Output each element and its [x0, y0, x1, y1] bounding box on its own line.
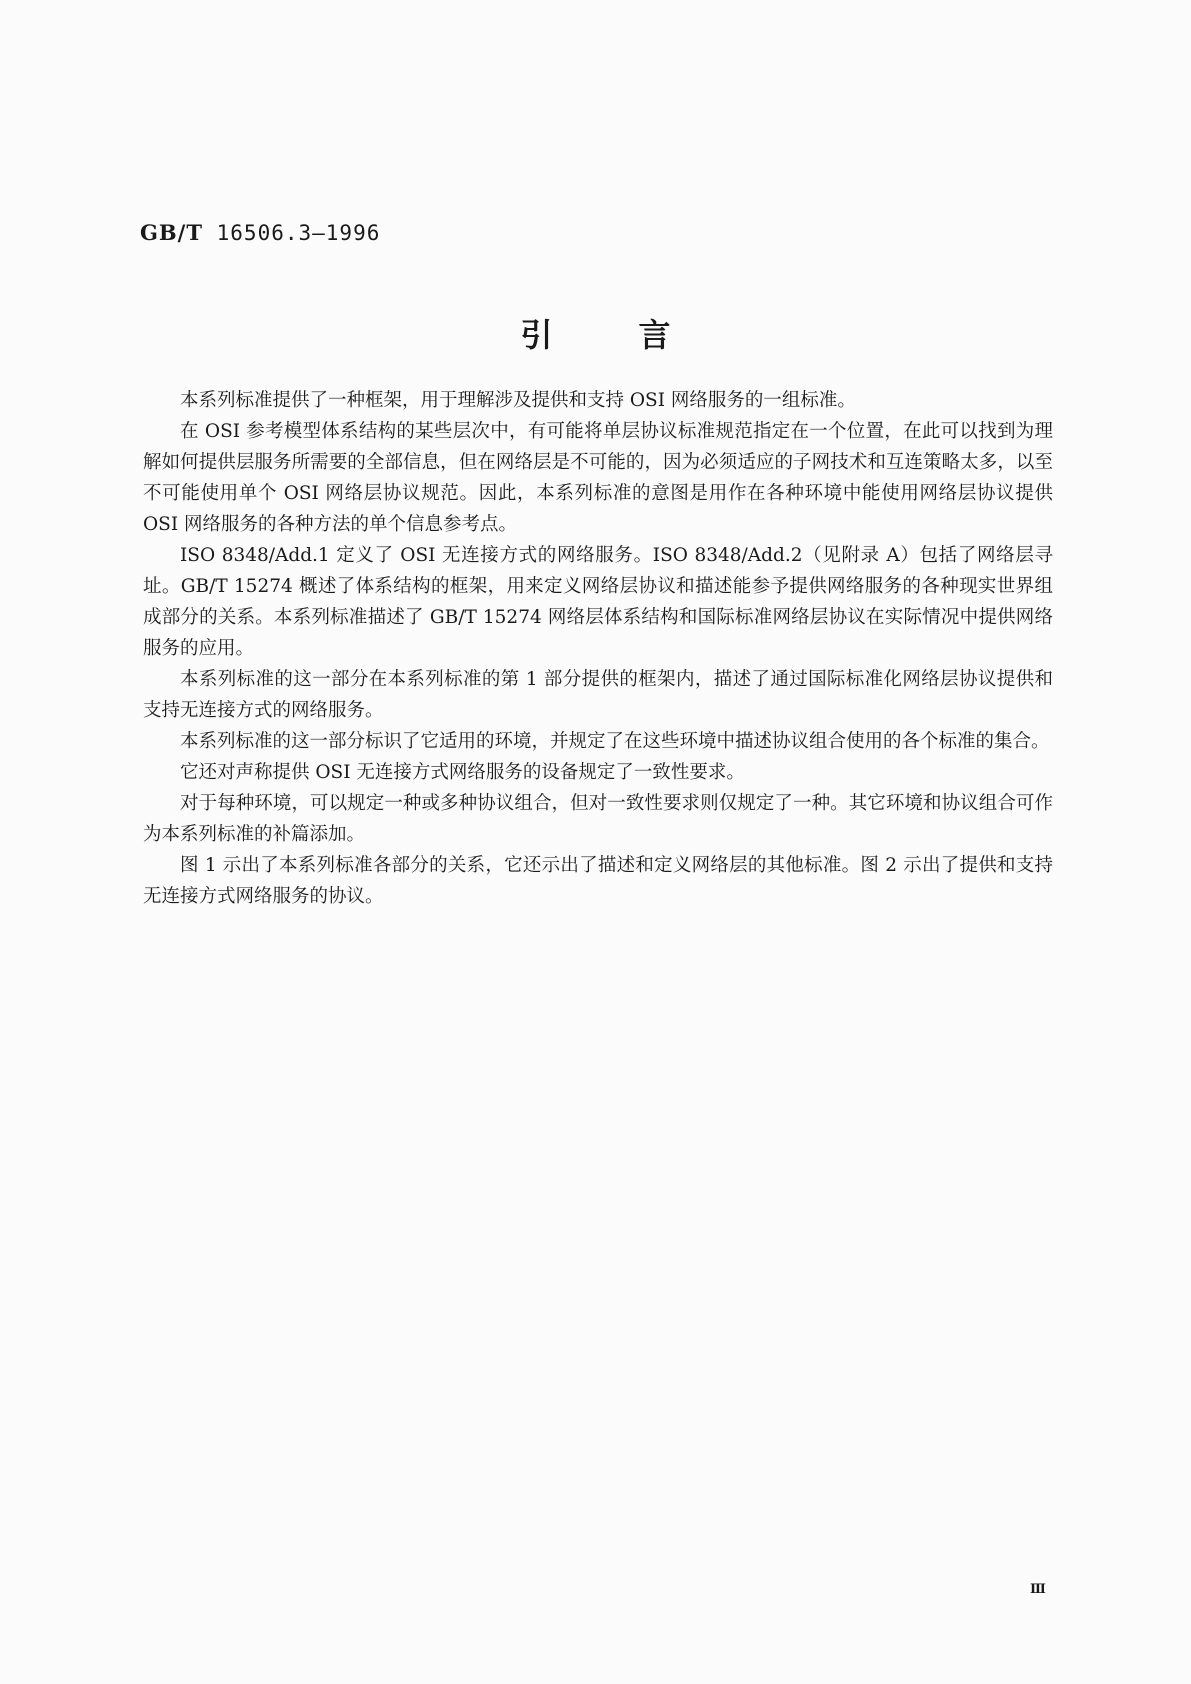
- paragraph: 在 OSI 参考模型体系结构的某些层次中，有可能将单层协议标准规范指定在一个位置，在此可以找到为理解如何提供层服务所需要的全部信息，但在网络层是不可能的，因为必须适应的子网技术和互连策略太多，以至不可能使用单个 OSI 网络层协议规范。因此，本系列标准的意图是用作在各种环境中能使用网络层协议提供 OSI 网络服务的各种方法的单个信息参考点。: [143, 421, 1053, 535]
- paragraph: 它还对声称提供 OSI 无连接方式网络服务的设备规定了一致性要求。: [180, 762, 745, 783]
- introduction-body: [143, 385, 1053, 912]
- paragraph: ISO 8348/Add.1 定义了 OSI 无连接方式的网络服务。ISO 8348/Add.2（见附录 A）包括了网络层寻址。GB/T 15274 概述了体系结构的框架，用来定义网络层协议和描述能参予提供网络服务的各种现实世界组成部分的关系。本系列标准描述了 GB/T 15274 网络层体系结构和国际标准网络层协议在实际情况中提供网络服务的应用。: [143, 545, 1053, 659]
- paragraph: 图 1 示出了本系列标准各部分的关系，它还示出了描述和定义网络层的其他标准。图 2 示出了提供和支持无连接方式网络服务的协议。: [143, 855, 1053, 907]
- page-number: Ⅲ: [1030, 1582, 1045, 1597]
- paragraph: 对于每种环境，可以规定一种或多种协议组合，但对一致性要求则仅规定了一种。其它环境和协议组合可作为本系列标准的补篇添加。: [143, 793, 1053, 845]
- page-title: 引言: [520, 316, 757, 354]
- standard-number: 16506.3—1996: [216, 221, 381, 245]
- paragraph: 本系列标准的这一部分标识了它适用的环境，并规定了在这些环境中描述协议组合使用的各个标准的集合。: [180, 731, 1050, 752]
- paragraph: 本系列标准提供了一种框架，用于理解涉及提供和支持 OSI 网络服务的一组标准。: [180, 390, 856, 411]
- standard-prefix: GB/T: [140, 220, 203, 245]
- standard-number-header: [140, 220, 380, 245]
- paragraph: 本系列标准的这一部分在本系列标准的第 1 部分提供的框架内，描述了通过国际标准化网络层协议提供和支持无连接方式的网络服务。: [143, 669, 1053, 721]
